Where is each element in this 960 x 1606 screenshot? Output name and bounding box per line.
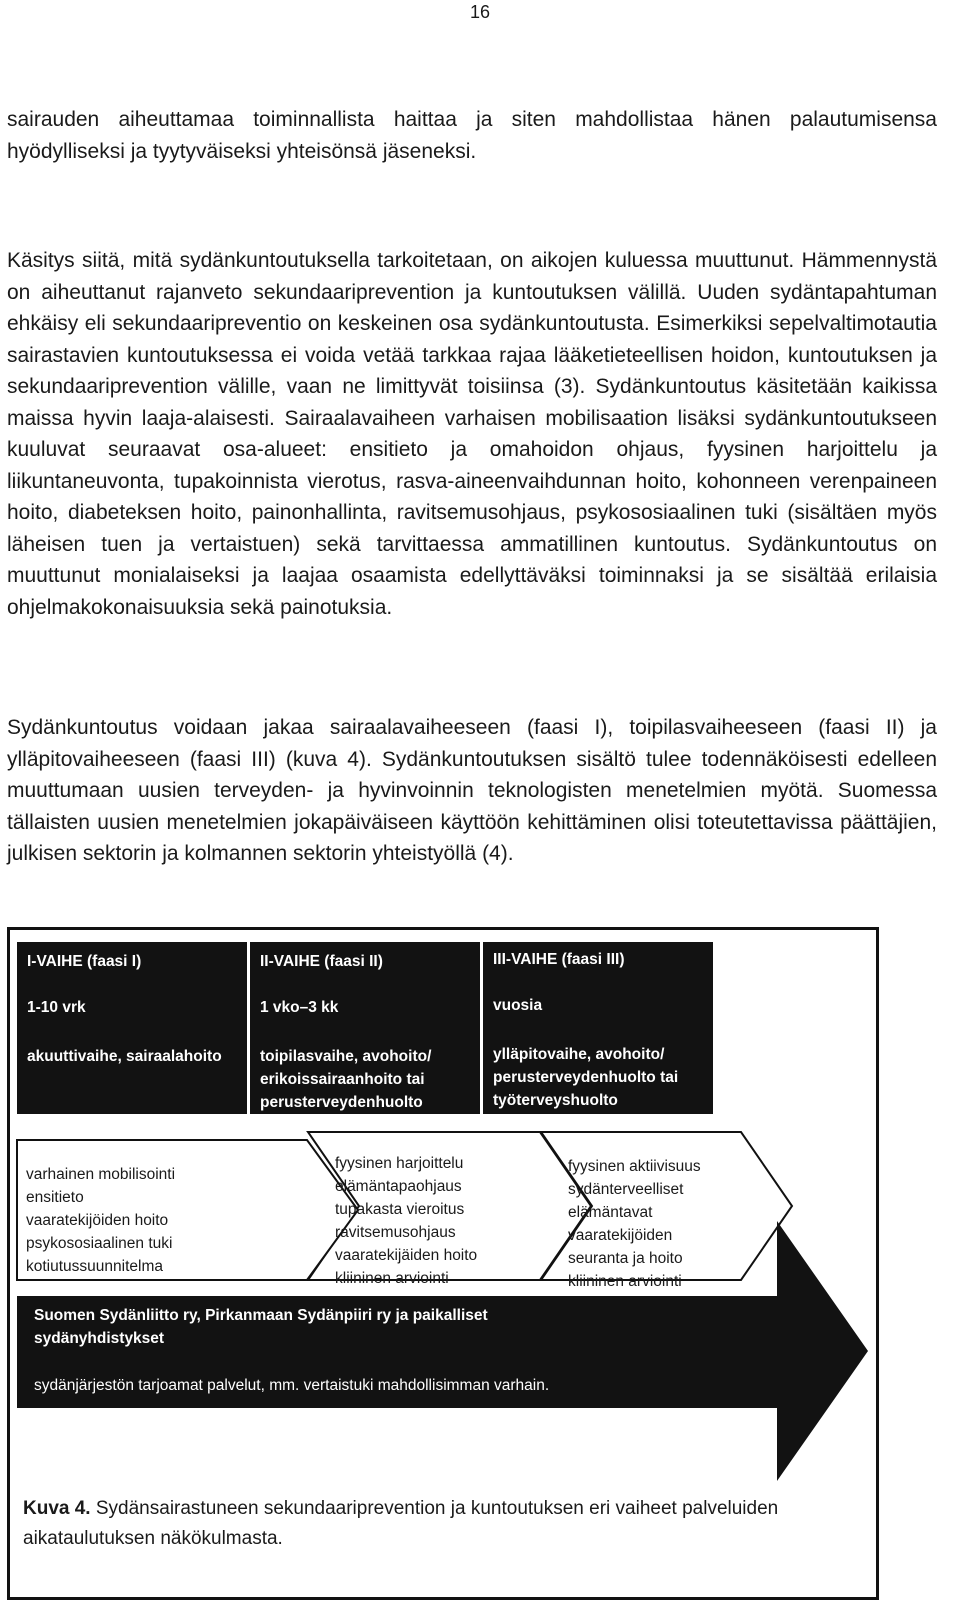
organizations-title: Suomen Sydänliitto ry, Pirkanmaan Sydänpiiri ry ja paikalliset sydänyhdistykset [34,1307,488,1347]
paragraph: Sydänkuntoutus voidaan jakaa sairaalavaiheeseen (faasi I), toipilasvaiheeseen (faasi II) ja ylläpitovaiheeseen (faasi III) (kuva 4). Sydänkuntoutuksen sisältö tulee todennäköisesti edelleen muuttumaan uusien terveyden- ja hyvinvoinnin teknologisten menetelmien myötä. Suomessa tällaisten uusien menetelmien jokapäiväiseen käyttöön kehittäminen olisi toteutettavissa päättäjien, julkisen sektorin ja kolmannen sektorin yhteistyöllä (4). [7,716,937,865]
phase-3-contents [568,1155,701,1293]
phase-duration: 1 vko–3 kk [260,999,339,1016]
caption-text: Sydänsairastuneen sekundaariprevention ja kuntoutuksen eri vaiheet palveluiden aikataulutuksen näkökulmasta. [23,1498,779,1549]
paragraph: Käsitys siitä, mitä sydänkuntoutuksella tarkoitetaan, on aikojen kuluessa muuttunut. Hämmennystä on aiheuttanut rajanveto sekundaariprevention ja kuntoutuksen välillä. Uuden sydäntapahtuman ehkäisy eli sekundaaripreventio on keskeinen osa sydänkuntoutusta. Esimerkiksi sepelvaltimotautia sairastavien kuntoutuksessa ei voida vetää tarkkaa rajaa lääketieteellisen hoidon, kuntoutuksen ja sekundaariprevention välille, vaan ne limittyvät toisiinsa (3). Sydänkuntoutus käsitetään kaikissa maissa hyvin laaja-alaisesti. Sairaalavaiheen varhaisen mobilisaation lisäksi sydänkuntoutukseen kuuluvat seuraavat osa-alueet: ensitieto ja omahoidon ohjaus, fyysinen harjoittelu ja liikuntaneuvonta, tupakoinnista vierotus, rasva-aineenvaihdunnan hoito, kohonneen verenpaineen hoito, diabeteksen hoito, painonhallinta, ravitsemusohjaus, psykososiaalinen tuki (sisältäen myös läheisen tuen ja vertaistuen) sekä tarvittaessa ammatillinen kuntoutus. Sydänkuntoutus on muuttunut monialaiseksi ja laajaa osaamista edellyttäväksi toiminnaksi ja se sisältää erilaisia ohjelmakokonaisuuksia sekä painotuksia. [7,249,937,619]
list-item: fyysinen aktiivisuus [568,1158,701,1175]
list-item: sydänterveelliset [568,1181,684,1198]
phase-duration: 1-10 vrk [27,999,86,1016]
list-item: vaaratekijäiden hoito [335,1247,478,1264]
list-item: varhainen mobilisointi [26,1166,176,1183]
phase-description: toipilasvaihe, avohoito/ erikoissairaanhoito tai perusterveydenhuolto [260,1048,432,1111]
list-item: elämäntavat [568,1204,653,1221]
page-number: 16 [469,2,491,22]
list-item: psykososiaalinen tuki [26,1235,173,1252]
paragraph: sairauden aiheuttamaa toiminnallista haittaa ja siten mahdollistaa hänen palautumisensa hyödylliseksi ja tyytyväiseksi yhteisönsä jäseneksi. [7,108,937,163]
list-item: elämäntapaohjaus [335,1178,462,1195]
phase-duration: vuosia [493,997,543,1014]
list-item: seuranta ja hoito [568,1250,683,1267]
phase-description: akuuttivaihe, sairaalahoito [27,1048,222,1065]
phase-description: ylläpitovaihe, avohoito/ perusterveydenhuolto tai työterveyshuolto [493,1046,679,1109]
list-item: vaaratekijöiden [568,1227,673,1244]
list-item: ensitieto [26,1189,84,1206]
list-item: vaaratekijöiden hoito [26,1212,169,1229]
figure-rehabilitation-phases [7,927,879,1600]
phase-1-contents [26,1163,175,1278]
phase-title: II-VAIHE (faasi II) [260,953,383,970]
list-item: tupakasta vieroitus [335,1201,465,1218]
figure-caption [23,1494,863,1554]
phase-title: III-VAIHE (faasi III) [493,951,625,968]
phase-title: I-VAIHE (faasi I) [27,953,142,970]
list-item: kliininen arviointi [335,1270,449,1287]
list-item: fyysinen harjoittelu [335,1155,464,1172]
list-item: kliininen arviointi [568,1273,682,1290]
list-item: kotiutussuunnitelma [26,1258,163,1275]
list-item: ravitsemusohjaus [335,1224,456,1241]
caption-label: Kuva 4. [23,1498,91,1519]
organizations-services: sydänjärjestön tarjoamat palvelut, mm. vertaistuki mahdollisimman varhain. [34,1377,550,1394]
phase-2-contents [335,1152,477,1290]
